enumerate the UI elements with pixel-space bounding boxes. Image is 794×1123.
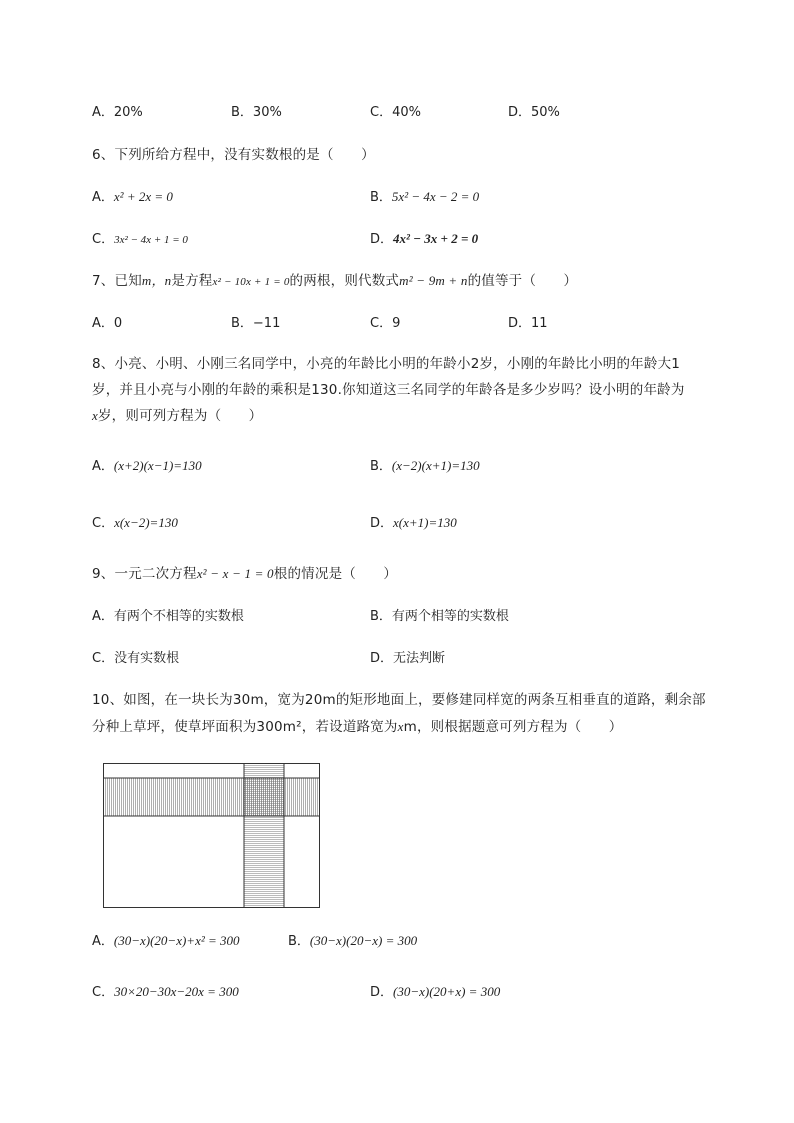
q7-option-a: A．0: [92, 316, 123, 331]
q10-option-a: [92, 930, 240, 949]
q10-option-d: [370, 981, 500, 1000]
option-prefix: C．: [92, 985, 115, 1000]
option-equation: 3x² − 4x + 1 = 0: [114, 234, 188, 246]
q8-stem-line3: [92, 404, 262, 424]
q8-stem-line1: 8、小亮、小明、小刚三名同学中，小亮的年龄比小明的年龄小2岁，小刚的年龄比小明的年龄大1: [92, 356, 681, 372]
q10-stem-part: m，则根据题意可列方程为（ ）: [403, 719, 623, 735]
q5-option-d: D．50%: [508, 105, 560, 120]
q5-option-b: B．30%: [231, 105, 282, 120]
option-prefix: D．: [370, 985, 394, 1000]
road-intersection: [244, 778, 284, 816]
q8-option-b: [370, 455, 480, 474]
q7-stem-part: 的值等于（ ）: [467, 273, 578, 289]
q9-stem: [92, 562, 397, 582]
option-prefix: C．: [92, 232, 115, 247]
option-prefix: A．: [92, 934, 114, 949]
q10-option-c: [92, 981, 239, 1000]
q8-option-d: [370, 512, 457, 531]
q8-stem-line2: 岁，并且小亮与小刚的年龄的乘积是130.你知道这三名同学的年龄各是多少岁吗？设小明的年龄为: [92, 382, 685, 398]
q10-option-b: [288, 930, 417, 949]
horizontal-road: [104, 778, 319, 816]
q7-expression: m² − 9m + n: [399, 273, 468, 288]
q9-equation: x² − x − 1 = 0: [196, 566, 274, 581]
q10-stem-part: 分种上草坪，使草坪面积为300m²，若设道路宽为: [92, 719, 398, 735]
option-equation: 5x² − 4x − 2 = 0: [391, 189, 480, 204]
option-prefix: B．: [370, 459, 392, 474]
q7-stem: [92, 269, 577, 289]
q7-option-d: D．11: [508, 316, 548, 331]
q7-equation: x² − 10x + 1 = 0: [212, 276, 290, 288]
q10-stem-line1: 10、如图，在一块长为30m，宽为20m的矩形地面上，要修建同样宽的两条互相垂直的道路，剩余部: [92, 692, 706, 708]
q9-option-d: D．无法判断: [370, 651, 446, 666]
option-equation: x² + 2x = 0: [113, 189, 173, 204]
q9-option-b: B．有两个相等的实数根: [370, 609, 509, 624]
option-equation: (x+2)(x−1)=130: [113, 458, 202, 473]
option-prefix: A．: [92, 190, 114, 205]
road-diagram: [103, 763, 321, 909]
q9-option-c: C．没有实数根: [92, 651, 180, 666]
q6-option-d: [370, 228, 478, 247]
q6-stem: 6、下列所给方程中，没有实数根的是（ ）: [92, 147, 375, 163]
q7-option-c: C．9: [370, 316, 401, 331]
q10-stem-line2: [92, 715, 622, 735]
q8-stem-part: 岁，则可列方程为（ ）: [97, 408, 263, 424]
option-equation: (30−x)(20+x) = 300: [393, 984, 501, 999]
q9-stem-part: 根的情况是（ ）: [273, 566, 398, 582]
option-equation: 4x² − 3x + 2 = 0: [393, 231, 479, 246]
q6-option-b: [370, 186, 479, 205]
q7-variables: m，n: [141, 273, 172, 288]
option-prefix: B．: [288, 934, 310, 949]
q6-option-a: [92, 186, 173, 205]
q9-stem-part: 9、一元二次方程: [92, 566, 197, 582]
q8-option-c: [92, 512, 178, 531]
option-equation: 30×20−30x−20x = 300: [114, 984, 239, 999]
q8-variable: x: [92, 408, 98, 423]
option-equation: x(x+1)=130: [393, 515, 457, 530]
q5-option-a: A．20%: [92, 105, 143, 120]
q6-option-c: [92, 228, 188, 247]
option-equation: (30−x)(20−x) = 300: [309, 933, 418, 948]
q5-option-c: C．40%: [370, 105, 421, 120]
option-prefix: B．: [370, 190, 392, 205]
option-prefix: D．: [370, 516, 394, 531]
q7-stem-part: 是方程: [171, 273, 213, 289]
q7-stem-part: 7、已知: [92, 273, 142, 289]
option-prefix: D．: [370, 232, 394, 247]
q7-stem-part: 的两根，则代数式: [289, 273, 400, 289]
q7-option-b: B．−11: [231, 316, 281, 331]
q8-option-a: [92, 455, 202, 474]
option-equation: (x−2)(x+1)=130: [391, 458, 480, 473]
option-prefix: C．: [92, 516, 115, 531]
q9-option-a: A．有两个不相等的实数根: [92, 609, 244, 624]
q10-variable: x: [397, 719, 404, 734]
option-equation: (30−x)(20−x)+x² = 300: [113, 933, 240, 948]
option-prefix: A．: [92, 459, 114, 474]
option-equation: x(x−2)=130: [114, 515, 178, 530]
